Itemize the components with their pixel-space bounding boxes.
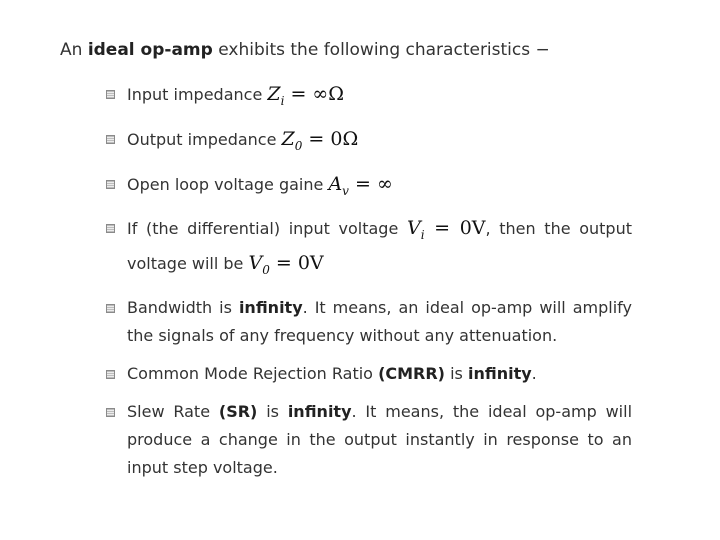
list-item-bandwidth [104, 294, 632, 350]
math-rhs: = ∞ [348, 172, 393, 195]
list-item-input-impedance [104, 80, 632, 115]
item-text-part: Common Mode Rejection Ratio [127, 363, 379, 383]
math-symbol: V [248, 252, 263, 275]
item-label: Open loop voltage gaine [127, 174, 329, 194]
math-rhs: = 0V [269, 252, 324, 275]
math-subscript: 0 [294, 138, 303, 153]
math-subscript: i [280, 93, 285, 108]
math-expression [406, 217, 486, 243]
item-label: Output impedance [127, 129, 282, 149]
math-subscript: i [420, 228, 425, 243]
list-item-open-loop-gain [104, 170, 632, 205]
intro-suffix: exhibits the following characteristics − [212, 40, 550, 60]
square-bullet-icon [106, 224, 115, 233]
square-bullet-icon [106, 90, 115, 99]
math-rhs: = 0Ω [302, 127, 359, 150]
math-rhs: = 0V [424, 217, 486, 240]
item-text-part: Bandwidth is [127, 297, 239, 317]
item-strong: infinity [287, 401, 352, 421]
item-text-part: If (the differential) input voltage [127, 219, 407, 239]
square-bullet-icon [106, 304, 115, 313]
item-text-part: . [531, 363, 537, 383]
list-item-text [127, 125, 632, 160]
list-item-slew-rate [104, 398, 632, 482]
item-text-part: , then the output voltage will be [127, 219, 632, 274]
item-text-part: is [445, 363, 468, 383]
item-strong: (SR) [218, 401, 258, 421]
math-rhs: = ∞Ω [284, 83, 345, 105]
square-bullet-icon [106, 180, 115, 189]
item-strong: (CMRR) [378, 363, 445, 383]
math-symbol: Z [281, 127, 295, 150]
intro-prefix: An [60, 40, 88, 60]
math-symbol: A [328, 172, 343, 195]
list-item-text [127, 80, 632, 115]
square-bullet-icon [106, 135, 115, 144]
list-item-text [127, 360, 632, 388]
list-item-output-voltage [104, 214, 632, 284]
math-subscript: v [342, 183, 349, 198]
intro-strong: ideal op-amp [87, 40, 213, 60]
list-item-output-impedance [104, 125, 632, 160]
list-item-text [127, 170, 632, 205]
square-bullet-icon [106, 408, 115, 417]
item-strong: infinity [467, 363, 532, 383]
item-text-part: Slew Rate [127, 401, 219, 421]
math-expression [281, 127, 359, 153]
characteristics-list [104, 80, 632, 482]
intro-paragraph [60, 38, 550, 62]
item-text-part: . It means, an ideal op-amp will amplify the signals of any frequency without any attenuation. [127, 297, 632, 345]
item-label: Input impedance [127, 85, 268, 104]
math-expression [267, 83, 345, 108]
math-subscript: 0 [262, 262, 270, 277]
math-expression [328, 172, 393, 198]
item-text-part: is [257, 401, 288, 421]
math-symbol: V [406, 217, 421, 240]
list-item-text [127, 294, 632, 350]
math-symbol: Z [267, 83, 281, 105]
square-bullet-icon [106, 370, 115, 379]
item-text-part: . It means, the ideal op-amp will produce a change in the output instantly in response to an input step voltage. [127, 401, 633, 477]
math-expression [248, 252, 324, 277]
list-item-cmrr [104, 360, 632, 388]
list-item-text [127, 214, 632, 284]
item-strong: infinity [238, 297, 303, 317]
list-item-text [127, 398, 632, 482]
